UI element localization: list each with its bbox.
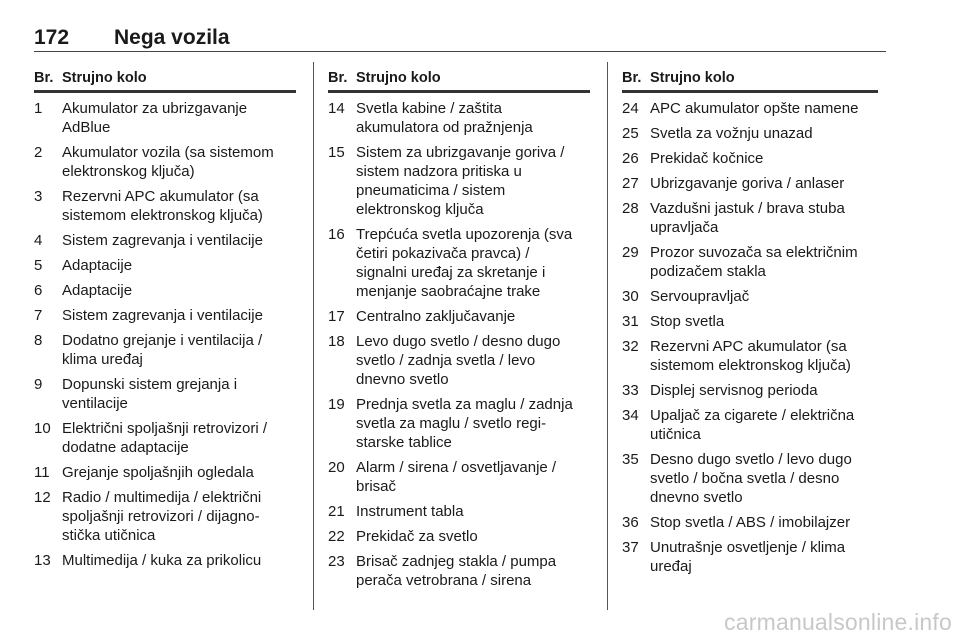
- fuse-number: 24: [622, 100, 639, 117]
- fuse-table-column-2: [328, 68, 590, 590]
- table-row: [622, 513, 878, 532]
- circuit-description: Akumulator za ubrizgavanje AdBlue: [62, 100, 248, 136]
- circuit-description: Adaptacije: [62, 257, 133, 274]
- circuit-description: Sistem zagrevanja i ventilacije: [62, 232, 263, 249]
- fuse-number: 2: [34, 144, 43, 161]
- fuse-number: 34: [622, 407, 639, 424]
- fuse-number: 15: [328, 144, 345, 161]
- fuse-number: 20: [328, 459, 345, 476]
- fuse-number: 23: [328, 553, 345, 570]
- circuit-description: Rezervni APC akumulator (sa sistemom elektronskog ključa): [650, 338, 851, 374]
- fuse-number: 14: [328, 100, 345, 117]
- circuit-description: Displej servisnog perioda: [650, 382, 818, 399]
- fuse-number: 36: [622, 514, 639, 531]
- circuit-description: Grejanje spoljašnjih ogledala: [62, 464, 254, 481]
- header-circuit: Strujno kolo: [650, 70, 735, 86]
- fuse-table-column-1: [34, 68, 296, 570]
- circuit-description: Akumulator vozila (sa sistemom elektronskog ključa): [62, 144, 274, 180]
- fuse-number: 13: [34, 552, 51, 569]
- page-header: [34, 24, 886, 52]
- circuit-description: APC akumulator opšte namene: [650, 100, 859, 117]
- table-row: [34, 231, 296, 250]
- table-row: [328, 307, 590, 326]
- circuit-description: Instrument tabla: [356, 503, 464, 520]
- circuit-description: Vazdušni jastuk / brava stuba upravljača: [650, 200, 845, 236]
- circuit-description: Brisač zadnjeg stakla / pumpa perača vetrobrana / sirena: [356, 553, 557, 589]
- fuse-number: 19: [328, 396, 345, 413]
- circuit-description: Dopunski sistem grejanja i ventilacije: [62, 376, 238, 412]
- table-row: [34, 187, 296, 225]
- fuse-number: 30: [622, 288, 639, 305]
- circuit-description: Dodatno grejanje i ventilacija / klima uređaj: [62, 332, 263, 368]
- circuit-description: Levo dugo svetlo / desno dugo svetlo / zadnja svetla / levo dnevno svetlo: [356, 333, 561, 388]
- table-row: [34, 463, 296, 482]
- circuit-description: Prednja svetla za maglu / zadnja svetla za maglu / svetlo regi- starske tablice: [356, 396, 573, 451]
- table-header: [328, 68, 590, 93]
- fuse-number: 3: [34, 188, 43, 205]
- table-row: [34, 281, 296, 300]
- circuit-description: Unutrašnje osvetljenje / klima uređaj: [650, 539, 846, 575]
- table-row: [34, 99, 296, 137]
- circuit-description: Upaljač za cigarete / električna utičnica: [650, 407, 855, 443]
- fuse-number: 28: [622, 200, 639, 217]
- circuit-description: Električni spoljašnji retrovizori / dodatne adaptacije: [62, 420, 268, 456]
- circuit-description: Ubrizgavanje goriva / anlaser: [650, 175, 845, 192]
- table-row: [34, 306, 296, 325]
- circuit-description: Prekidač kočnice: [650, 150, 764, 167]
- table-row: [622, 287, 878, 306]
- header-number: Br.: [622, 70, 642, 86]
- table-row: [622, 174, 878, 193]
- fuse-number: 6: [34, 282, 43, 299]
- fuse-number: 21: [328, 503, 345, 520]
- fuse-number: 8: [34, 332, 43, 349]
- table-header: [34, 68, 296, 93]
- fuse-number: 32: [622, 338, 639, 355]
- fuse-number: 7: [34, 307, 43, 324]
- table-row: [34, 375, 296, 413]
- fuse-number: 18: [328, 333, 345, 350]
- watermark: carmanualsonline.info: [724, 609, 952, 635]
- fuse-number: 17: [328, 308, 345, 325]
- table-row: [328, 332, 590, 389]
- fuse-number: 12: [34, 489, 51, 506]
- table-row: [328, 527, 590, 546]
- fuse-number: 5: [34, 257, 43, 274]
- table-row: [622, 450, 878, 507]
- circuit-description: Trepćuća svetla upozorenja (sva četiri pokazivača pravca) / signalni uređaj za skretanje i menjanje saobraćajne trake: [356, 226, 573, 300]
- fuse-number: 35: [622, 451, 639, 468]
- header-circuit: Strujno kolo: [356, 70, 441, 86]
- table-row: [622, 124, 878, 143]
- fuse-number: 10: [34, 420, 51, 437]
- column-divider: [607, 62, 608, 610]
- circuit-description: Stop svetla: [650, 313, 725, 330]
- fuse-number: 11: [34, 464, 50, 481]
- column-divider: [313, 62, 314, 610]
- fuse-number: 29: [622, 244, 639, 261]
- circuit-description: Adaptacije: [62, 282, 133, 299]
- table-row: [328, 143, 590, 219]
- table-row: [34, 256, 296, 275]
- table-header: [622, 68, 878, 93]
- table-row: [622, 406, 878, 444]
- table-row: [328, 502, 590, 521]
- table-row: [622, 337, 878, 375]
- table-row: [622, 538, 878, 576]
- header-circuit: Strujno kolo: [62, 70, 147, 86]
- table-row: [34, 488, 296, 545]
- fuse-number: 37: [622, 539, 639, 556]
- table-row: [328, 552, 590, 590]
- table-row: [34, 331, 296, 369]
- table-row: [328, 99, 590, 137]
- circuit-description: Sistem za ubrizgavanje goriva / sistem nadzora pritiska u pneumaticima / sistem elektronskog ključa: [356, 144, 565, 218]
- table-row: [622, 243, 878, 281]
- header-number: Br.: [328, 70, 348, 86]
- table-row: [622, 99, 878, 118]
- fuse-number: 4: [34, 232, 43, 249]
- fuse-number: 27: [622, 175, 639, 192]
- circuit-description: Desno dugo svetlo / levo dugo svetlo / bočna svetla / desno dnevno svetlo: [650, 451, 852, 506]
- circuit-description: Stop svetla / ABS / imobilajzer: [650, 514, 851, 531]
- page-number: 172: [34, 26, 70, 49]
- fuse-number: 1: [34, 100, 43, 117]
- table-row: [328, 395, 590, 452]
- circuit-description: Prozor suvozača sa električnim podizačem stakla: [650, 244, 858, 280]
- fuse-number: 33: [622, 382, 639, 399]
- fuse-table-column-3: [622, 68, 878, 576]
- circuit-description: Multimedija / kuka za prikolicu: [62, 552, 262, 569]
- fuse-number: 9: [34, 376, 43, 393]
- table-row: [622, 149, 878, 168]
- circuit-description: Prekidač za svetlo: [356, 528, 478, 545]
- table-row: [34, 551, 296, 570]
- table-row: [622, 199, 878, 237]
- circuit-description: Svetla za vožnju unazad: [650, 125, 813, 142]
- page-title: Nega vozila: [114, 26, 230, 49]
- circuit-description: Radio / multimedija / električni spoljašnji retrovizori / dijagno- stička utičnica: [62, 489, 262, 544]
- circuit-description: Sistem zagrevanja i ventilacije: [62, 307, 263, 324]
- table-row: [34, 419, 296, 457]
- circuit-description: Rezervni APC akumulator (sa sistemom elektronskog ključa): [62, 188, 263, 224]
- fuse-number: 22: [328, 528, 345, 545]
- fuse-number: 25: [622, 125, 639, 142]
- circuit-description: Alarm / sirena / osvetljavanje / brisač: [356, 459, 557, 495]
- circuit-description: Centralno zaključavanje: [356, 308, 516, 325]
- fuse-number: 16: [328, 226, 345, 243]
- table-row: [34, 143, 296, 181]
- header-number: Br.: [34, 70, 54, 86]
- table-row: [328, 458, 590, 496]
- table-row: [328, 225, 590, 301]
- fuse-number: 26: [622, 150, 639, 167]
- table-row: [622, 381, 878, 400]
- table-row: [622, 312, 878, 331]
- circuit-description: Svetla kabine / zaštita akumulatora od pražnjenja: [356, 100, 533, 136]
- circuit-description: Servoupravljač: [650, 288, 750, 305]
- fuse-number: 31: [622, 313, 639, 330]
